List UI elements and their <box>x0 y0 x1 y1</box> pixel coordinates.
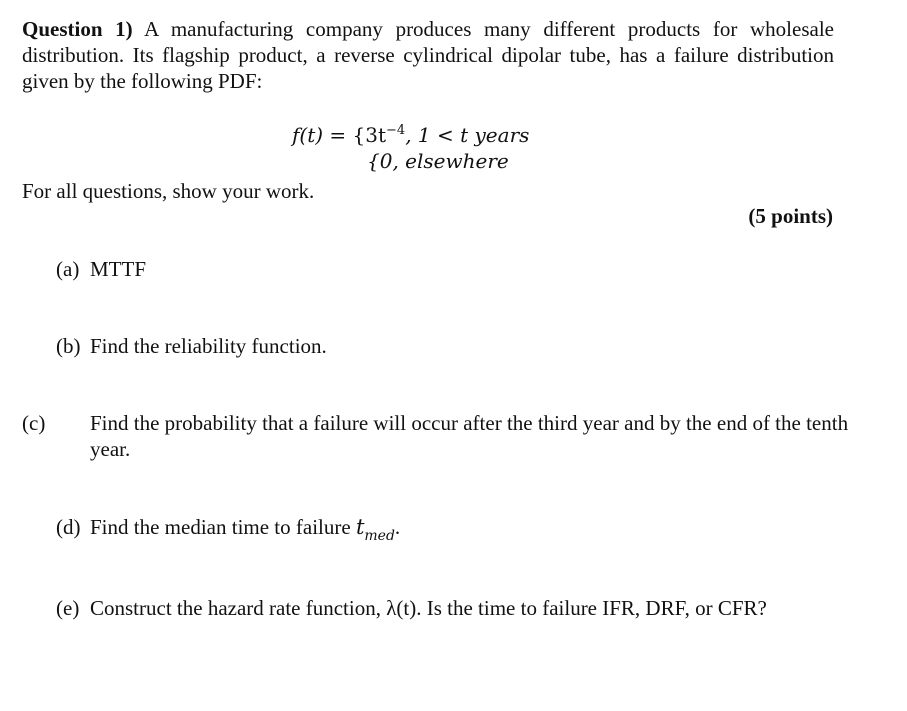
question-e <box>56 595 836 621</box>
question-b-text: Find the reliability function. <box>90 334 327 358</box>
median-time-variable <box>355 515 395 544</box>
question-intro <box>22 16 834 94</box>
question-e-text: Construct the hazard rate function, λ(t). Is the time to failure IFR, DRF, or CFR? <box>90 596 767 620</box>
pdf-formula <box>292 122 529 174</box>
question-d-period: . <box>394 515 401 539</box>
question-d <box>56 514 836 544</box>
question-d-text: Find the median time to failure <box>90 515 356 539</box>
question-c-text: Find the probability that a failure will occur after the third year and by the end of the tenth year. <box>90 411 849 461</box>
instructions: For all questions, show your work. <box>22 179 315 203</box>
formula-case1-condition: , 1 < t years <box>405 123 530 147</box>
median-time-subscript: med <box>364 528 395 544</box>
formula-case2-text: {0, elsewhere <box>367 149 509 173</box>
question-a <box>56 256 836 282</box>
question-b <box>56 333 836 359</box>
question-c <box>22 410 870 462</box>
formula-lhs: f(t) = <box>292 123 353 147</box>
formula-case1-exponent: −4 <box>386 123 406 138</box>
question-c-label: (c) <box>22 411 46 435</box>
question-d-label: (d) <box>56 515 81 539</box>
formula-case-2 <box>292 148 529 174</box>
question-a-label: (a) <box>56 257 80 281</box>
formula-case-1 <box>292 122 529 148</box>
formula-case1-expr: {3t <box>352 123 387 147</box>
points-label: (5 points) <box>748 204 833 228</box>
question-b-label: (b) <box>56 334 81 358</box>
question-intro-text: A manufacturing company produces many different products for wholesale distribution. Its flagship product, a reverse cylindrical dipolar tube, has a failure distribution given by the following PDF: <box>22 17 834 93</box>
question-a-text: MTTF <box>90 257 147 281</box>
median-time-symbol: t <box>355 515 365 539</box>
question-e-label: (e) <box>56 596 80 620</box>
question-number: Question 1) <box>22 17 133 41</box>
